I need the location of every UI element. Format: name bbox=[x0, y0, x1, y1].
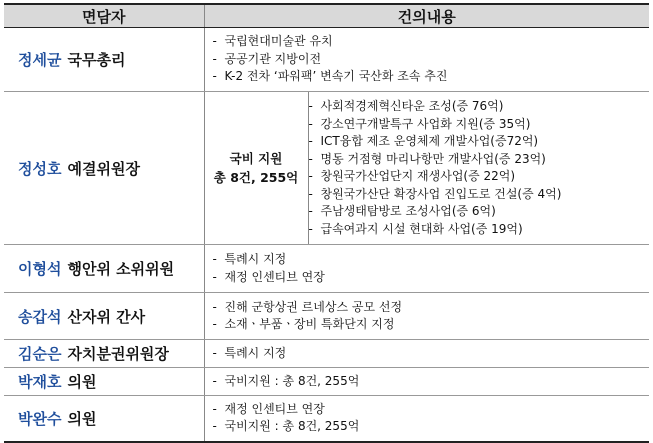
header-suggestions: 건의내용 bbox=[204, 4, 649, 28]
list-item: - 국립현대미술관 유치 bbox=[212, 34, 333, 49]
interviewee-cell bbox=[4, 92, 204, 245]
table-row bbox=[4, 368, 649, 396]
table-row bbox=[4, 92, 649, 245]
person-role: 의원 bbox=[67, 373, 97, 391]
table-row bbox=[4, 396, 649, 442]
interviewee-cell bbox=[4, 293, 204, 340]
list-item: - K-2 전차 ‘파워팩’ 변속기 국산화 조속 추진 bbox=[212, 69, 448, 84]
person-role: 의원 bbox=[67, 409, 97, 428]
interviewee-cell bbox=[4, 245, 204, 293]
suggestion-cell bbox=[204, 293, 649, 340]
list-item: - 명동 거점형 마리나항만 개발사업(증 23억) bbox=[308, 151, 546, 166]
list-item: - 소재ㆍ부품ㆍ장비 특화단지 지정 bbox=[212, 317, 395, 331]
list-item: - 주남생태탐방로 조성사업(증 6억) bbox=[308, 204, 496, 218]
list-item: - 재정 인센티브 연장 bbox=[212, 269, 325, 284]
person-name: 박완수 bbox=[18, 409, 62, 428]
suggestions-table bbox=[4, 3, 649, 443]
list-item: - 창원국가산단 확장사업 진입도로 건설(증 4억) bbox=[308, 186, 562, 201]
suggestion-cell bbox=[204, 396, 649, 442]
interviewee-cell bbox=[4, 396, 204, 442]
person-name: 박재호 bbox=[18, 373, 62, 391]
list-item: - 재정 인센티브 연장 bbox=[212, 401, 325, 416]
suggestion-cell bbox=[204, 92, 649, 245]
person-role: 국무총리 bbox=[67, 51, 126, 69]
list-item: - 사회적경제혁신타운 조성(증 76억) bbox=[308, 99, 504, 113]
table-header-row bbox=[4, 4, 649, 28]
funding-summary: 국비 지원 총 8건, 255억 bbox=[205, 92, 309, 244]
interviewee-cell bbox=[4, 28, 204, 92]
list-item: - 특례시 지정 bbox=[212, 252, 287, 266]
list-item: - 특례시 지정 bbox=[212, 345, 287, 360]
suggestion-cell bbox=[204, 245, 649, 293]
person-role: 행안위 소위위원 bbox=[67, 260, 175, 278]
list-item: - 진해 군항상권 르네상스 공모 선정 bbox=[212, 299, 403, 314]
list-item: - 창원국가산업단지 재생사업(증 22억) bbox=[308, 169, 516, 183]
interviewee-cell bbox=[4, 368, 204, 396]
table-row bbox=[4, 28, 649, 92]
person-role: 산자위 간사 bbox=[67, 307, 146, 326]
interviewee-cell bbox=[4, 340, 204, 368]
list-item: - 공공기관 지방이전 bbox=[212, 51, 322, 66]
person-name: 김순은 bbox=[18, 345, 62, 363]
person-role: 자치분권위원장 bbox=[67, 345, 169, 363]
header-interviewee: 면담자 bbox=[4, 4, 204, 28]
list-item: - 국비지원 : 총 8건, 255억 bbox=[212, 373, 360, 388]
table-row bbox=[4, 293, 649, 340]
list-item: - 강소연구개발특구 사업화 지원(증 35억) bbox=[308, 116, 531, 131]
list-item: - ICT융합 제조 운영체제 개발사업(증72억) bbox=[308, 134, 539, 148]
person-name: 송갑석 bbox=[18, 307, 62, 326]
list-item: - 급속여과지 시설 현대화 사업(증 19억) bbox=[308, 221, 523, 236]
suggestion-cell bbox=[204, 28, 649, 92]
list-item: - 국비지원 : 총 8건, 255억 bbox=[212, 419, 360, 434]
table-row bbox=[4, 245, 649, 293]
table-row bbox=[4, 340, 649, 368]
person-name: 이형석 bbox=[18, 260, 62, 278]
suggestion-cell bbox=[204, 340, 649, 368]
suggestion-cell bbox=[204, 368, 649, 396]
person-role: 예결위원장 bbox=[67, 159, 140, 178]
person-name: 정성호 bbox=[18, 159, 62, 178]
person-name: 정세균 bbox=[18, 51, 62, 69]
